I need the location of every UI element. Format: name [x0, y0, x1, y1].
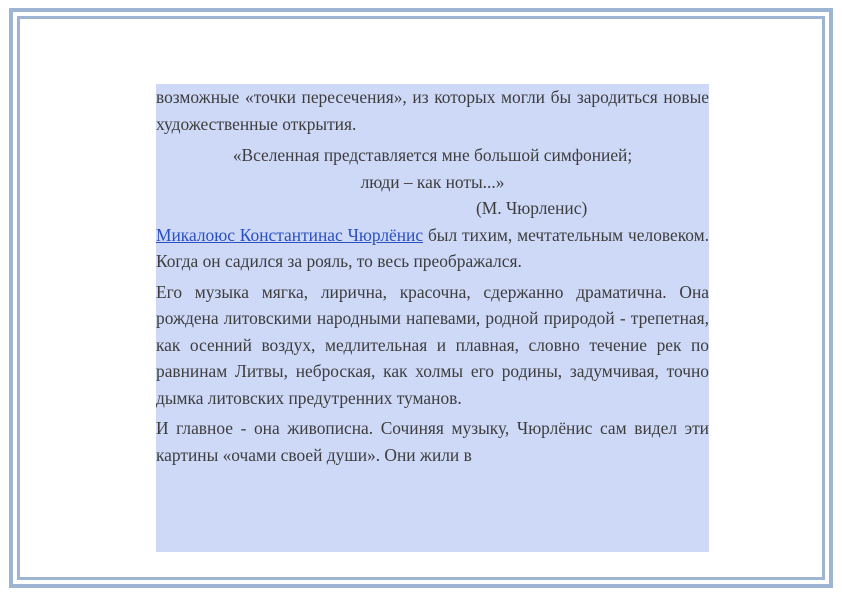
- ciurlionis-link[interactable]: Микалоюс Константинас Чюрлёнис: [156, 224, 424, 245]
- quote: [156, 142, 709, 195]
- quote-line-2: люди – как ноты...»: [360, 171, 505, 192]
- paragraph-painting: И главное - она живописна. Сочиняя музыку, Чюрлёнис сам видел эти картины «очами своей души». Они жили в: [156, 418, 709, 465]
- paragraph-intro: возможные «точки пересечения», из которых могли бы зародиться новые художественные открытия.: [156, 87, 709, 134]
- text-block: [156, 84, 709, 552]
- quote-line-1: «Вселенная представляется мне большой симфонией;: [232, 145, 633, 165]
- paragraph-biography: [156, 222, 709, 275]
- paragraph-biography-text: был тихим, мечтательным человеком. Когда он садился за рояль, то весь преображался.: [156, 224, 709, 271]
- paragraph-music: Его музыка мягка, лирична, красочна, сдержанно драматична. Она рождена литовскими народными напевами, родной природой - трепетная, как осенний воздух, медлительная и плавная, словно течение рек по равнинам Литвы, неброская, как холмы его родины, задумчивая, точно дымка литовских предутренних туманов.: [156, 281, 709, 408]
- quote-author: (М. Чюрленис): [476, 198, 588, 218]
